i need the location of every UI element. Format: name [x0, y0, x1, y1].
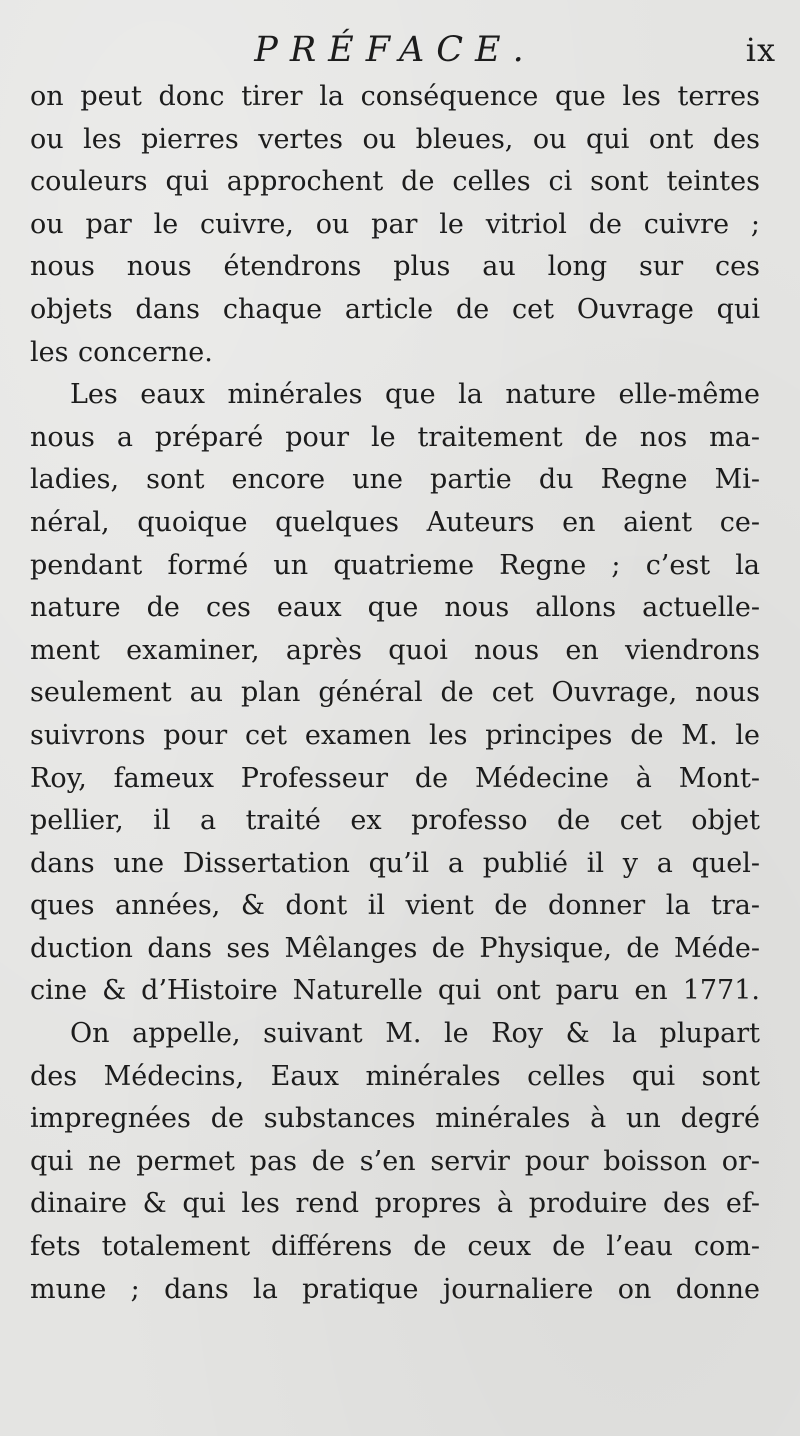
text-line: cine & d’Histoire Naturelle qui ont paru en 1771.: [30, 975, 760, 1007]
text-line: dinaire & qui les rend propres à produire des ef-: [30, 1188, 760, 1220]
text-line: couleurs qui approchent de celles ci sont teintes: [30, 166, 760, 198]
text-line: nature de ces eaux que nous allons actuelle-: [30, 592, 760, 624]
text-line: on peut donc tirer la conséquence que les terres: [30, 81, 760, 112]
text-line: nous nous étendrons plus au long sur ces: [30, 251, 760, 283]
text-line: On appelle, suivant M. le Roy & la plupart: [70, 1018, 760, 1050]
text-line: nous a préparé pour le traitement de nos ma-: [30, 421, 760, 453]
text-line: ou les pierres vertes ou bleues, ou qui ont des: [30, 123, 760, 155]
text-line: Les eaux minérales que la nature elle-même: [70, 379, 760, 411]
text-line: dans une Dissertation qu’il a publié il y a quel-: [30, 847, 760, 879]
text-line: duction dans ses Mêlanges de Physique, de Méde-: [30, 932, 760, 964]
text-line: les concerne.: [30, 336, 213, 368]
text-line: impregnées de substances minérales à un degré: [30, 1103, 760, 1135]
text-line: qui ne permet pas de s’en servir pour boisson or-: [30, 1145, 760, 1177]
text-line: ladies, sont encore une partie du Regne Mi-: [30, 464, 760, 496]
text-line: seulement au plan général de cet Ouvrage, nous: [30, 677, 760, 709]
text-line: suivrons pour cet examen les principes de M. le: [30, 719, 760, 751]
text-line: objets dans chaque article de cet Ouvrage qui: [30, 293, 760, 325]
page-number: ix: [745, 31, 776, 69]
text-line: pellier, il a traité ex professo de cet objet: [30, 805, 760, 837]
text-line: pendant formé un quatrieme Regne ; c’est la: [30, 549, 760, 581]
running-title: PRÉFACE.: [254, 30, 536, 70]
text-line: ment examiner, après quoi nous en viendrons: [30, 634, 760, 666]
text-line: des Médecins, Eaux minérales celles qui sont: [30, 1060, 760, 1092]
text-line: ou par le cuivre, ou par le vitriol de cuivre ;: [30, 208, 760, 240]
text-line: Roy, fameux Professeur de Médecine à Mont-: [30, 762, 760, 794]
page-header: [30, 30, 776, 70]
text-line: mune ; dans la pratique journaliere on donne: [30, 1273, 760, 1305]
text-line: ques années, & dont il vient de donner la tra-: [30, 890, 760, 922]
body-text: [30, 76, 760, 1311]
text-line: fets totalement différens de ceux de l’eau com-: [30, 1231, 760, 1263]
text-line: néral, quoique quelques Auteurs en aient ce-: [30, 506, 760, 538]
